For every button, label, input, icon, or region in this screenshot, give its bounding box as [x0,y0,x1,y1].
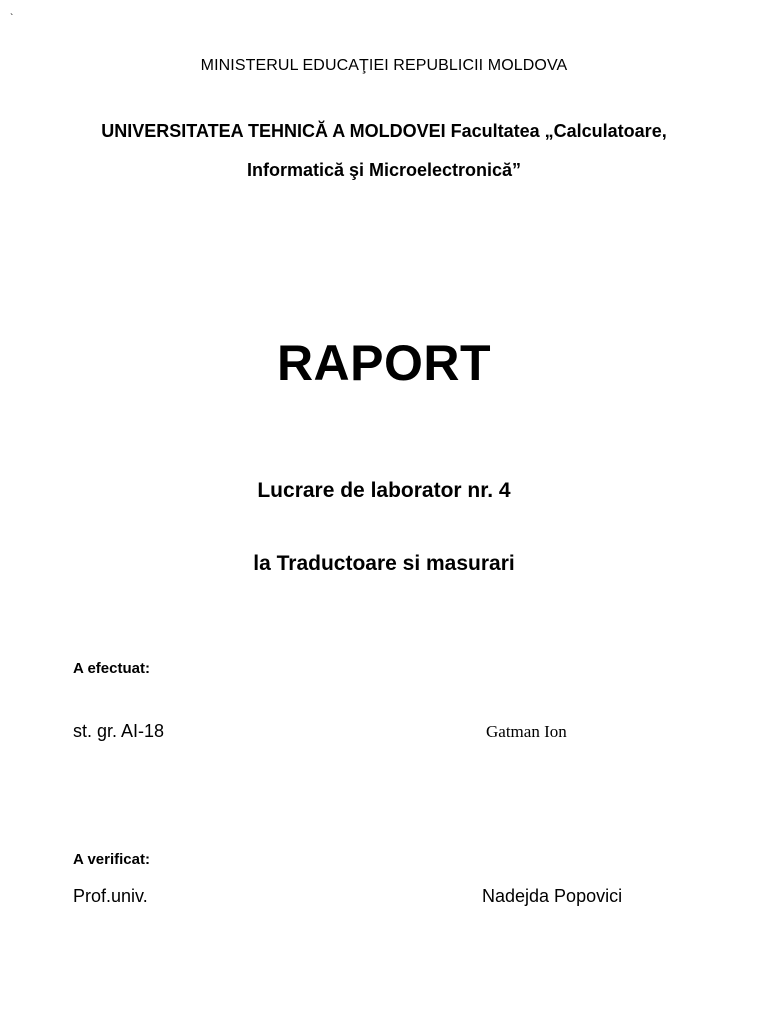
report-title: RAPORT [276,335,492,391]
checked-by-label: A verificat: [73,851,150,868]
student-name: Gatman Ion [486,722,567,741]
ministry-heading: MINISTERUL EDUCAŢIEI REPUBLICII MOLDOVA [200,57,568,74]
professor-title: Prof.univ. [73,886,148,906]
corner-mark: ` [10,13,14,24]
performed-by-label: A efectuat: [73,660,150,677]
university-heading-line1: UNIVERSITATEA TEHNICĂ A MOLDOVEI Facultatea „Calculatoare, [101,121,667,141]
subject-title: la Traductoare si masurari [253,552,515,575]
professor-name: Nadejda Popovici [482,886,623,906]
student-group: st. gr. AI-18 [73,721,165,741]
university-heading-line2: Informatică şi Microelectronică” [246,160,522,180]
lab-work-title: Lucrare de laborator nr. 4 [257,479,511,502]
